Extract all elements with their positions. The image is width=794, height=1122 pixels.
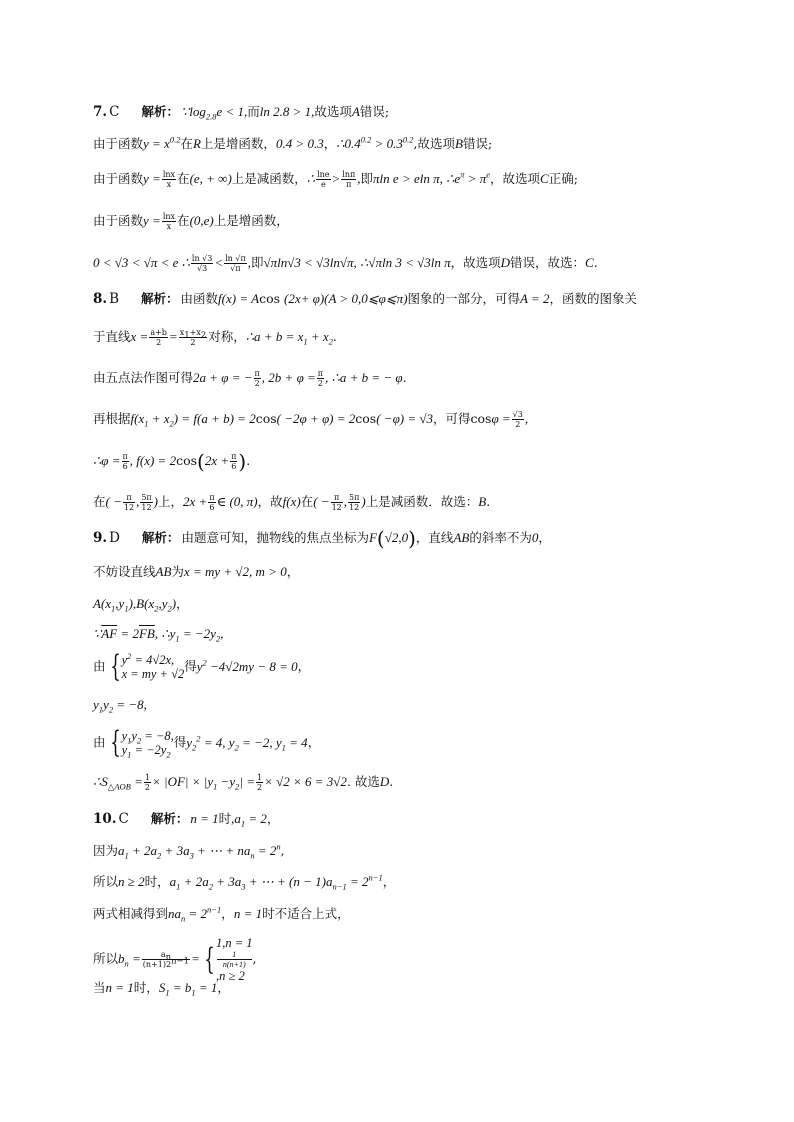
q9-line-3: $A(x_1,y_1),B(x_2,y_2)$， <box>93 596 189 614</box>
q10-line-6: 当n = 1时，$S_1 = b_1 = 1$， <box>93 980 230 998</box>
q9-line-4: $\because\overline{AF} = 2\overline{FB}$, $\therefore y_1 = -2y_2$, <box>93 626 224 644</box>
q9-header: 9. D <box>93 530 120 546</box>
q10-line-5: 所以$b_n$ = $\frac{a_n}{(n+1)2^{n-1}}$ = { 1,n = 1 1 n(n+1) ,n ≥ 2 , <box>93 936 257 983</box>
q10-line-3: 所以n ≥ 2时，$a_1 + 2a_2 + 3a_3$ + ⋯ + $(n - 1)a_{n-1} = 2^{n-1}$， <box>93 872 396 892</box>
q8-line-1: 8. B 解析： 由函数f(x) = Acos (2x+ φ)(A > 0,0⩽φ⩽π)图象的一部分，可得A = 2，函数的图象关 <box>93 291 638 307</box>
q8-header: 8. B <box>93 291 120 307</box>
q9-label: 解析： <box>141 530 180 545</box>
q8-line-5: ∴φ = $\frac{\pi}{6}$ , f(x) = 2cos(2x + $\frac{\pi}{6}$ ). <box>93 449 251 474</box>
q8-line-2: 于直线x = $\frac{a+b}{2}$ = $\frac{x_1+x_2}{2}$ 对称，∴a + $b = x_1 + x_2$. <box>93 328 337 347</box>
q10-line-4: 两式相减得到$na_n = 2^{n-1}$，n = 1时不适合上式， <box>93 904 350 924</box>
q9-line-6: $y_1y_2 = -8$, <box>93 697 147 715</box>
q7-label: 解析： <box>141 104 179 119</box>
q8-label: 解析： <box>141 291 179 306</box>
q10-header: 10. C <box>93 811 129 827</box>
q10-line-2: 因为$a_1 + 2a_2 + 3a_3$ + ⋯ + $na_n = 2^n$, <box>93 841 285 861</box>
q7-header: 7. C <box>93 104 120 120</box>
q8-line-4: 再根据$f(x_1 + x_2) = f(a + b) = 2\cos( -2\varphi + \varphi) = 2\cos( -\varphi) = √3$，可得cosφ = $\frac{√3}{2}$ , <box>93 410 529 429</box>
q9-line-2: 不妨设直线AB为x = my + √2, m > 0， <box>93 564 300 579</box>
q9-line-5: 由 { $y^2 = 4√2x$, x = my + √2 得$y^2 -4√2my - 8 = 0$， <box>93 649 311 684</box>
q8-line-3: 由五点法作图可得2a + φ = − $\frac{\pi}{2}$ , 2b + φ = $\frac{\pi}{2}$ , ∴a + b = − φ. <box>93 369 407 388</box>
q10-label: 解析： <box>150 811 189 826</box>
q8-line-6: 在( − $\frac{\pi}{12}$ , $\frac{5\pi}{12}$ )上，2x + $\frac{\pi}{6}$ ∈ (0, π)，故f(x)在( − $\frac{\pi}{12}$ , $\frac{5\pi}{12}$ )上是减函数．故选：B. <box>93 493 491 512</box>
q9-line-1: 9. D 解析： 由题意可知，抛物线的焦点坐标为F(√2,0)，直线AB的斜率不为0， <box>93 526 551 551</box>
q9-line-7: 由 { $y_1y_2 = -8$, $y_1 = -2y_2$ 得$y_2^2 = 4$, $y_2 = -2$, $y_1 = 4$， <box>93 725 321 760</box>
q7-line-2: 由于函数$y = x^{0.2}$在R上是增函数，0.4 > 0.3，$\therefore 0.4^{0.2} > 0.3^{0.2}$,故选项B错误; <box>93 134 493 151</box>
q7-line-3: 由于函数y = $\frac{\ln x}{x}$ 在(e, + ∞)上是减函数，∴ $\frac{\ln e}{e}$ > $\frac{\ln\pi}{\pi}$ ,即πln e > eln π, $\therefore e^\pi > \pi^e$，故选项C正确; <box>93 169 578 189</box>
q7-line-4: 由于函数y = $\frac{\ln x}{x}$ 在(0,e)上是增函数， <box>93 212 289 231</box>
q9-line-8: $\therefore S_{\triangle AOB}$ = $\frac{1}{2}$ × $|OF| \times |y_1 -y_2|$ = $\frac{1}{2}$ × √2 × 6 = 3√2. 故选D. <box>93 773 394 792</box>
q10-line-1: 10. C 解析： n = 1时$,a_1 = 2$， <box>93 811 280 829</box>
q7-line-1: 7. C 解析： $\because\log_{2.8}e < 1$,而ln 2.8 > 1,故选项A错误; <box>93 104 390 122</box>
q7-line-5: 0 < √3 < √π < e ∴ $\frac{\ln √3}{√3}$ < $\frac{\ln √\pi}{√\pi}$ ,即√πln√3 < √3ln√π, ∴√πln 3 < √3ln π，故选项D错误，故选：C. <box>93 254 598 273</box>
